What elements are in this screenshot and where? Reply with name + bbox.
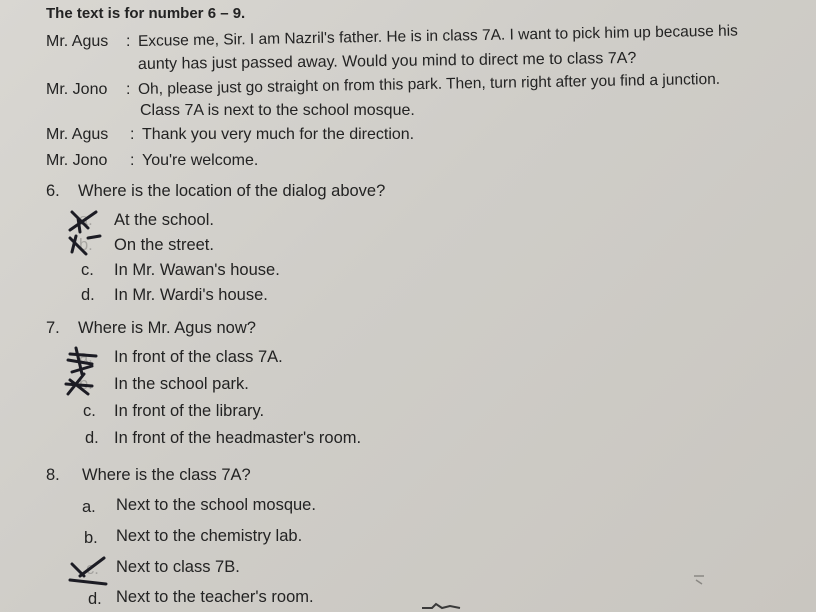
section-title: The text is for number 6 – 9.: [46, 5, 246, 22]
option-text: Next to the chemistry lab.: [116, 527, 303, 545]
dialog-speaker: Mr. Jono: [46, 152, 108, 169]
question-number: 7.: [46, 319, 60, 337]
option-label: d.: [85, 429, 99, 447]
option-label: c.: [81, 261, 94, 279]
option-label: b.: [79, 236, 93, 254]
pencil-scribble: [690, 570, 710, 590]
option-text: In front of the headmaster's room.: [114, 429, 362, 447]
dialog-speaker: Mr. Jono: [46, 81, 108, 98]
dialog-line: Class 7A is next to the school mosque.: [140, 102, 415, 119]
pen-mark-q6: [66, 208, 114, 258]
pen-mark-q8: [68, 556, 118, 592]
option-text: Next to the teacher's room.: [116, 588, 314, 606]
option-text: Next to the school mosque.: [116, 496, 316, 514]
question-text: Where is Mr. Agus now?: [78, 319, 256, 337]
option-label: b.: [84, 529, 98, 547]
dialog-line: aunty has just passed away. Would you mind to direct me to class 7A?: [137, 49, 637, 73]
option-text: In the school park.: [114, 375, 249, 393]
bleed-through-mark: [420, 600, 470, 612]
option-label: b.: [79, 375, 93, 393]
dialog-separator: :: [126, 81, 131, 98]
dialog-line: Oh, please just go straight on from this park. Then, turn right after you find a junction.: [137, 70, 721, 98]
question-text: Where is the class 7A?: [82, 466, 251, 484]
option-text: In front of the library.: [114, 402, 265, 420]
question-text: Where is the location of the dialog above?: [78, 182, 386, 200]
option-label: c.: [86, 560, 99, 578]
dialog-line: You're welcome.: [142, 152, 259, 169]
option-text: In Mr. Wawan's house.: [114, 261, 280, 279]
dialog-separator: :: [130, 126, 135, 143]
option-label: a.: [79, 211, 93, 229]
option-text: On the street.: [114, 236, 214, 254]
dialog-separator: :: [126, 33, 131, 50]
dialog-speaker: Mr. Agus: [46, 33, 109, 50]
option-label: a.: [79, 348, 93, 366]
dialog-separator: :: [130, 152, 135, 169]
pen-mark-q7: [62, 344, 114, 396]
dialog-line: Excuse me, Sir. I am Nazril's father. He is in class 7A. I want to pick him up because his: [137, 22, 739, 50]
option-label: d.: [88, 590, 102, 608]
option-label: d.: [81, 286, 95, 304]
option-text: Next to class 7B.: [116, 558, 240, 576]
option-label: c.: [83, 402, 96, 420]
option-text: At the school.: [114, 211, 214, 229]
question-number: 6.: [46, 182, 60, 200]
option-text: In front of the class 7A.: [114, 348, 283, 366]
option-label: a.: [82, 498, 96, 516]
question-number: 8.: [46, 466, 60, 484]
dialog-line: Thank you very much for the direction.: [142, 126, 415, 143]
dialog-speaker: Mr. Agus: [46, 126, 109, 143]
option-text: In Mr. Wardi's house.: [114, 286, 268, 304]
